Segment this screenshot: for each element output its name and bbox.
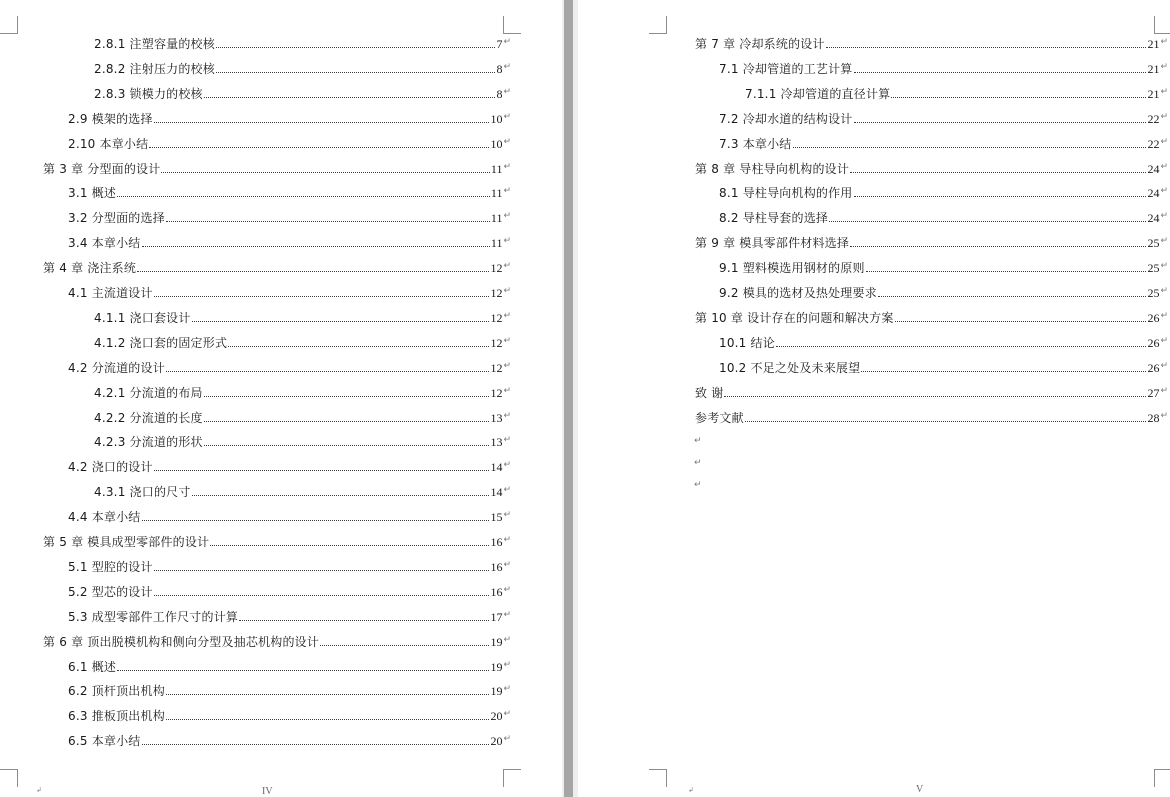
- toc-page-number: 21: [1147, 62, 1160, 76]
- toc-entry[interactable]: [719, 356, 1168, 376]
- dot-leader: [204, 97, 496, 98]
- toc-entry[interactable]: [719, 181, 1168, 201]
- toc-page-number: 25: [1147, 236, 1160, 250]
- toc-entry[interactable]: [719, 107, 1168, 127]
- toc-page-number: 16: [490, 585, 503, 599]
- toc-entry[interactable]: [43, 256, 511, 276]
- toc-entry[interactable]: [695, 231, 1168, 251]
- toc-entry-title: 第 7 章 冷却系统的设计: [695, 37, 825, 51]
- paragraph-mark: ↵: [503, 510, 511, 520]
- crop-mark-top-left: [649, 16, 667, 34]
- toc-entry[interactable]: [695, 157, 1168, 177]
- dot-leader: [142, 246, 490, 247]
- toc-entry-title: 4.2 浇口的设计: [68, 460, 153, 474]
- toc-page-number: 7: [496, 37, 503, 51]
- dot-leader: [154, 470, 490, 471]
- toc-page-number: 11: [490, 162, 503, 176]
- toc-entry[interactable]: [43, 157, 511, 177]
- paragraph-mark: ↵: [1160, 311, 1168, 321]
- paragraph-mark: ↵: [503, 411, 511, 421]
- paragraph-mark: ↵: [503, 361, 511, 371]
- toc-page-number: 24: [1147, 211, 1160, 225]
- toc-page-number: 12: [490, 286, 503, 300]
- crop-mark-bottom-left: [649, 769, 667, 787]
- toc-entry[interactable]: [94, 480, 511, 500]
- toc-page-number: 8: [496, 62, 503, 76]
- dot-leader: [154, 570, 490, 571]
- toc-entry-title: 2.8.3 锁模力的校核: [94, 87, 203, 101]
- dot-leader: [117, 196, 490, 197]
- paragraph-mark: ↵: [503, 709, 511, 719]
- empty-paragraph-mark: ↵: [694, 436, 702, 446]
- toc-page-number: 22: [1147, 112, 1160, 126]
- dot-leader: [891, 97, 1146, 98]
- dot-leader: [724, 396, 1146, 397]
- dot-leader: [154, 122, 490, 123]
- toc-entry[interactable]: [68, 455, 511, 475]
- paragraph-mark: ↵: [503, 112, 511, 122]
- dot-leader: [192, 495, 490, 496]
- paragraph-mark: ↵: [503, 37, 511, 47]
- toc-entry-title: 第 5 章 模具成型零部件的设计: [43, 535, 210, 549]
- toc-entry[interactable]: [68, 704, 511, 724]
- dot-leader: [192, 321, 490, 322]
- toc-entry-title: 4.4 本章小结: [68, 510, 141, 524]
- toc-entry[interactable]: [94, 32, 511, 52]
- toc-page-number: 16: [490, 535, 503, 549]
- toc-entry[interactable]: [719, 281, 1168, 301]
- dot-leader: [204, 445, 490, 446]
- toc-entry-title: 7.1 冷却管道的工艺计算: [719, 62, 853, 76]
- toc-entry-title: 第 10 章 设计存在的问题和解决方案: [695, 311, 894, 325]
- toc-page-number: 11: [490, 236, 503, 250]
- toc-entry-title: 2.10 本章小结: [68, 137, 149, 151]
- dot-leader: [154, 296, 490, 297]
- paragraph-mark: ↵: [503, 485, 511, 495]
- toc-entry[interactable]: [94, 306, 511, 326]
- toc-page-number: 14: [490, 460, 503, 474]
- paragraph-mark: ↵: [1160, 162, 1168, 172]
- toc-page-number: 22: [1147, 137, 1160, 151]
- toc-entry-title: 9.2 模具的选材及热处理要求: [719, 286, 877, 300]
- toc-entry-title: 4.2.2 分流道的长度: [94, 411, 203, 425]
- toc-page-number: 19: [490, 684, 503, 698]
- toc-page-number: 21: [1147, 87, 1160, 101]
- empty-paragraph-mark: ↵: [694, 458, 702, 468]
- dot-leader: [826, 47, 1147, 48]
- paragraph-mark: ↵: [1160, 361, 1168, 371]
- paragraph-mark: ↵: [503, 87, 511, 97]
- toc-entry[interactable]: [94, 331, 511, 351]
- toc-entry[interactable]: [695, 381, 1168, 401]
- toc-entry-title: 4.2.1 分流道的布局: [94, 386, 203, 400]
- toc-entry[interactable]: [94, 406, 511, 426]
- toc-page-number: 11: [490, 211, 503, 225]
- toc-entry[interactable]: [94, 381, 511, 401]
- toc-entry-title: 第 4 章 浇注系统: [43, 261, 137, 275]
- toc-entry-title: 4.1.1 浇口套设计: [94, 311, 191, 325]
- dot-leader: [850, 246, 1146, 247]
- toc-entry[interactable]: [719, 57, 1168, 77]
- dot-leader: [166, 221, 490, 222]
- paragraph-mark: ↵: [1160, 37, 1168, 47]
- paragraph-mark: ↵: [1160, 137, 1168, 147]
- toc-entry-title: 2.8.1 注塑容量的校核: [94, 37, 215, 51]
- toc-entry-title: 3.1 概述: [68, 186, 117, 200]
- paragraph-mark: ↵: [503, 535, 511, 545]
- toc-entry[interactable]: [695, 32, 1168, 52]
- dot-leader: [861, 371, 1146, 372]
- footer-paragraph-mark: ↲: [36, 786, 42, 794]
- toc-page-number: 11: [490, 186, 503, 200]
- toc-entry[interactable]: [68, 655, 511, 675]
- toc-entry-title: 4.2.3 分流道的形状: [94, 435, 203, 449]
- toc-entry[interactable]: [68, 181, 511, 201]
- toc-entry-title: 2.9 模架的选择: [68, 112, 153, 126]
- page-number: V: [916, 784, 924, 795]
- toc-entry[interactable]: [94, 430, 511, 450]
- dot-leader: [895, 321, 1147, 322]
- toc-entry-title: 9.1 塑料模选用钢材的原则: [719, 261, 865, 275]
- toc-entry[interactable]: [94, 82, 511, 102]
- toc-entry[interactable]: [68, 605, 511, 625]
- dot-leader: [204, 421, 490, 422]
- paragraph-mark: ↵: [1160, 87, 1168, 97]
- toc-entry-title: 第 3 章 分型面的设计: [43, 162, 161, 176]
- toc-entry-title: 4.3.1 浇口的尺寸: [94, 485, 191, 499]
- crop-mark-bottom-right: [1154, 769, 1170, 787]
- dot-leader: [149, 147, 489, 148]
- toc-page-number: 28: [1147, 411, 1160, 425]
- toc-page-number: 26: [1147, 311, 1160, 325]
- paragraph-mark: ↵: [503, 286, 511, 296]
- toc-entry-title: 4.1 主流道设计: [68, 286, 153, 300]
- dot-leader: [776, 346, 1147, 347]
- paragraph-mark: ↵: [503, 660, 511, 670]
- toc-page-number: 24: [1147, 162, 1160, 176]
- dot-leader: [166, 719, 490, 720]
- dot-leader: [228, 346, 489, 347]
- toc-page-number: 15: [490, 510, 503, 524]
- toc-entry-title: 3.2 分型面的选择: [68, 211, 165, 225]
- toc-page-number: 12: [490, 386, 503, 400]
- toc-entry[interactable]: [745, 82, 1168, 102]
- toc-entry-title: 5.1 型腔的设计: [68, 560, 153, 574]
- dot-leader: [239, 620, 489, 621]
- toc-entry[interactable]: [68, 231, 511, 251]
- toc-entry-title: 7.1.1 冷却管道的直径计算: [745, 87, 891, 101]
- right-page: [578, 0, 1170, 797]
- dot-leader: [142, 520, 490, 521]
- toc-page-number: 20: [490, 709, 503, 723]
- toc-entry-title: 2.8.2 注射压力的校核: [94, 62, 215, 76]
- dot-leader: [854, 122, 1147, 123]
- toc-entry[interactable]: [43, 630, 511, 650]
- toc-entry[interactable]: [68, 356, 511, 376]
- paragraph-mark: ↵: [503, 211, 511, 221]
- dot-leader: [320, 645, 489, 646]
- paragraph-mark: ↵: [503, 610, 511, 620]
- toc-entry[interactable]: [719, 331, 1168, 351]
- toc-page-number: 14: [490, 485, 503, 499]
- paragraph-mark: ↵: [1160, 236, 1168, 246]
- toc-page-number: 16: [490, 560, 503, 574]
- page-number: IV: [262, 786, 273, 797]
- crop-mark-top-left: [0, 16, 18, 34]
- toc-page-number: 13: [490, 411, 503, 425]
- toc-entry[interactable]: [68, 206, 511, 226]
- dot-leader: [210, 545, 489, 546]
- crop-mark-bottom-left: [0, 769, 18, 787]
- dot-leader: [137, 271, 489, 272]
- paragraph-mark: ↵: [503, 460, 511, 470]
- toc-page-number: 12: [490, 311, 503, 325]
- paragraph-mark: ↵: [503, 162, 511, 172]
- toc-entry[interactable]: [719, 132, 1168, 152]
- paragraph-mark: ↵: [503, 62, 511, 72]
- toc-entry[interactable]: [695, 406, 1168, 426]
- toc-page-number: 19: [490, 660, 503, 674]
- toc-entry-title: 第 8 章 导柱导向机构的设计: [695, 162, 850, 176]
- dot-leader: [866, 271, 1147, 272]
- toc-page-number: 12: [490, 261, 503, 275]
- toc-page-number: 10: [490, 112, 503, 126]
- toc-entry-title: 参考文献: [695, 411, 744, 425]
- toc-page-number: 25: [1147, 261, 1160, 275]
- paragraph-mark: ↵: [503, 435, 511, 445]
- paragraph-mark: ↵: [1160, 186, 1168, 196]
- left-page: [0, 0, 562, 797]
- toc-page-number: 26: [1147, 336, 1160, 350]
- toc-page-number: 12: [490, 361, 503, 375]
- dot-leader: [854, 196, 1147, 197]
- toc-entry-title: 6.1 概述: [68, 660, 117, 674]
- dot-leader: [161, 172, 489, 173]
- toc-entry-title: 7.2 冷却水道的结构设计: [719, 112, 853, 126]
- toc-entry-title: 6.3 推板顶出机构: [68, 709, 165, 723]
- toc-entry-title: 10.2 不足之处及未来展望: [719, 361, 861, 375]
- toc-entry[interactable]: [68, 505, 511, 525]
- paragraph-mark: ↵: [503, 734, 511, 744]
- toc-entry[interactable]: [68, 555, 511, 575]
- paragraph-mark: ↵: [503, 186, 511, 196]
- paragraph-mark: ↵: [503, 585, 511, 595]
- toc-entry[interactable]: [695, 306, 1168, 326]
- footer-paragraph-mark: ↲: [688, 786, 694, 794]
- dot-leader: [166, 371, 490, 372]
- toc-entry-title: 3.4 本章小结: [68, 236, 141, 250]
- toc-entry[interactable]: [68, 107, 511, 127]
- toc-entry-title: 10.1 结论: [719, 336, 775, 350]
- toc-entry[interactable]: [68, 132, 511, 152]
- dot-leader: [829, 221, 1146, 222]
- toc-page-number: 10: [490, 137, 503, 151]
- crop-mark-bottom-right: [503, 769, 521, 787]
- paragraph-mark: ↵: [1160, 336, 1168, 346]
- dot-leader: [117, 670, 489, 671]
- toc-entry-title: 5.2 型芯的设计: [68, 585, 153, 599]
- toc-page-number: 25: [1147, 286, 1160, 300]
- toc-page-number: 20: [490, 734, 503, 748]
- dot-leader: [745, 421, 1147, 422]
- toc-page-number: 21: [1147, 37, 1160, 51]
- paragraph-mark: ↵: [1160, 112, 1168, 122]
- toc-entry-title: 第 6 章 顶出脱模机构和侧向分型及抽芯机构的设计: [43, 635, 320, 649]
- paragraph-mark: ↵: [503, 311, 511, 321]
- dot-leader: [878, 296, 1147, 297]
- toc-entry-title: 5.3 成型零部件工作尺寸的计算: [68, 610, 239, 624]
- paragraph-mark: ↵: [1160, 211, 1168, 221]
- dot-leader: [854, 72, 1147, 73]
- paragraph-mark: ↵: [503, 137, 511, 147]
- dot-leader: [216, 72, 496, 73]
- toc-page-number: 12: [490, 336, 503, 350]
- toc-page-number: 8: [496, 87, 503, 101]
- dot-leader: [142, 744, 490, 745]
- paragraph-mark: ↵: [503, 236, 511, 246]
- toc-entry[interactable]: [719, 256, 1168, 276]
- toc-entry-title: 第 9 章 模具零部件材料选择: [695, 236, 850, 250]
- empty-paragraph-mark: ↵: [694, 480, 702, 490]
- dot-leader: [154, 595, 490, 596]
- paragraph-mark: ↵: [503, 336, 511, 346]
- paragraph-mark: ↵: [1160, 62, 1168, 72]
- paragraph-mark: ↵: [1160, 261, 1168, 271]
- paragraph-mark: ↵: [503, 560, 511, 570]
- paragraph-mark: ↵: [503, 261, 511, 271]
- toc-page-number: 19: [490, 635, 503, 649]
- paragraph-mark: ↵: [503, 386, 511, 396]
- toc-entry-title: 7.3 本章小结: [719, 137, 792, 151]
- toc-entry[interactable]: [68, 281, 511, 301]
- toc-page-number: 27: [1147, 386, 1160, 400]
- paragraph-mark: ↵: [1160, 286, 1168, 296]
- toc-entry[interactable]: [68, 580, 511, 600]
- toc-entry-title: 6.5 本章小结: [68, 734, 141, 748]
- toc-entry[interactable]: [43, 530, 511, 550]
- toc-entry-title: 6.2 顶杆顶出机构: [68, 684, 165, 698]
- toc-entry-title: 4.2 分流道的设计: [68, 361, 165, 375]
- toc-page-number: 13: [490, 435, 503, 449]
- paragraph-mark: ↵: [503, 684, 511, 694]
- dot-leader: [204, 396, 490, 397]
- toc-entry[interactable]: [719, 206, 1168, 226]
- toc-entry-title: 4.1.2 浇口套的固定形式: [94, 336, 228, 350]
- toc-page-number: 24: [1147, 186, 1160, 200]
- dot-leader: [216, 47, 496, 48]
- paragraph-mark: ↵: [1160, 386, 1168, 396]
- toc-entry-title: 8.2 导柱导套的选择: [719, 211, 829, 225]
- toc-page-number: 26: [1147, 361, 1160, 375]
- paragraph-mark: ↵: [503, 635, 511, 645]
- toc-page-number: 17: [490, 610, 503, 624]
- toc-entry[interactable]: [94, 57, 511, 77]
- dot-leader: [793, 147, 1147, 148]
- page-separator: [564, 0, 573, 797]
- toc-entry[interactable]: [68, 729, 511, 749]
- toc-entry-title: 致 谢: [695, 386, 724, 400]
- paragraph-mark: ↵: [1160, 411, 1168, 421]
- dot-leader: [166, 694, 490, 695]
- dot-leader: [850, 172, 1146, 173]
- toc-entry-title: 8.1 导柱导向机构的作用: [719, 186, 853, 200]
- toc-entry[interactable]: [68, 679, 511, 699]
